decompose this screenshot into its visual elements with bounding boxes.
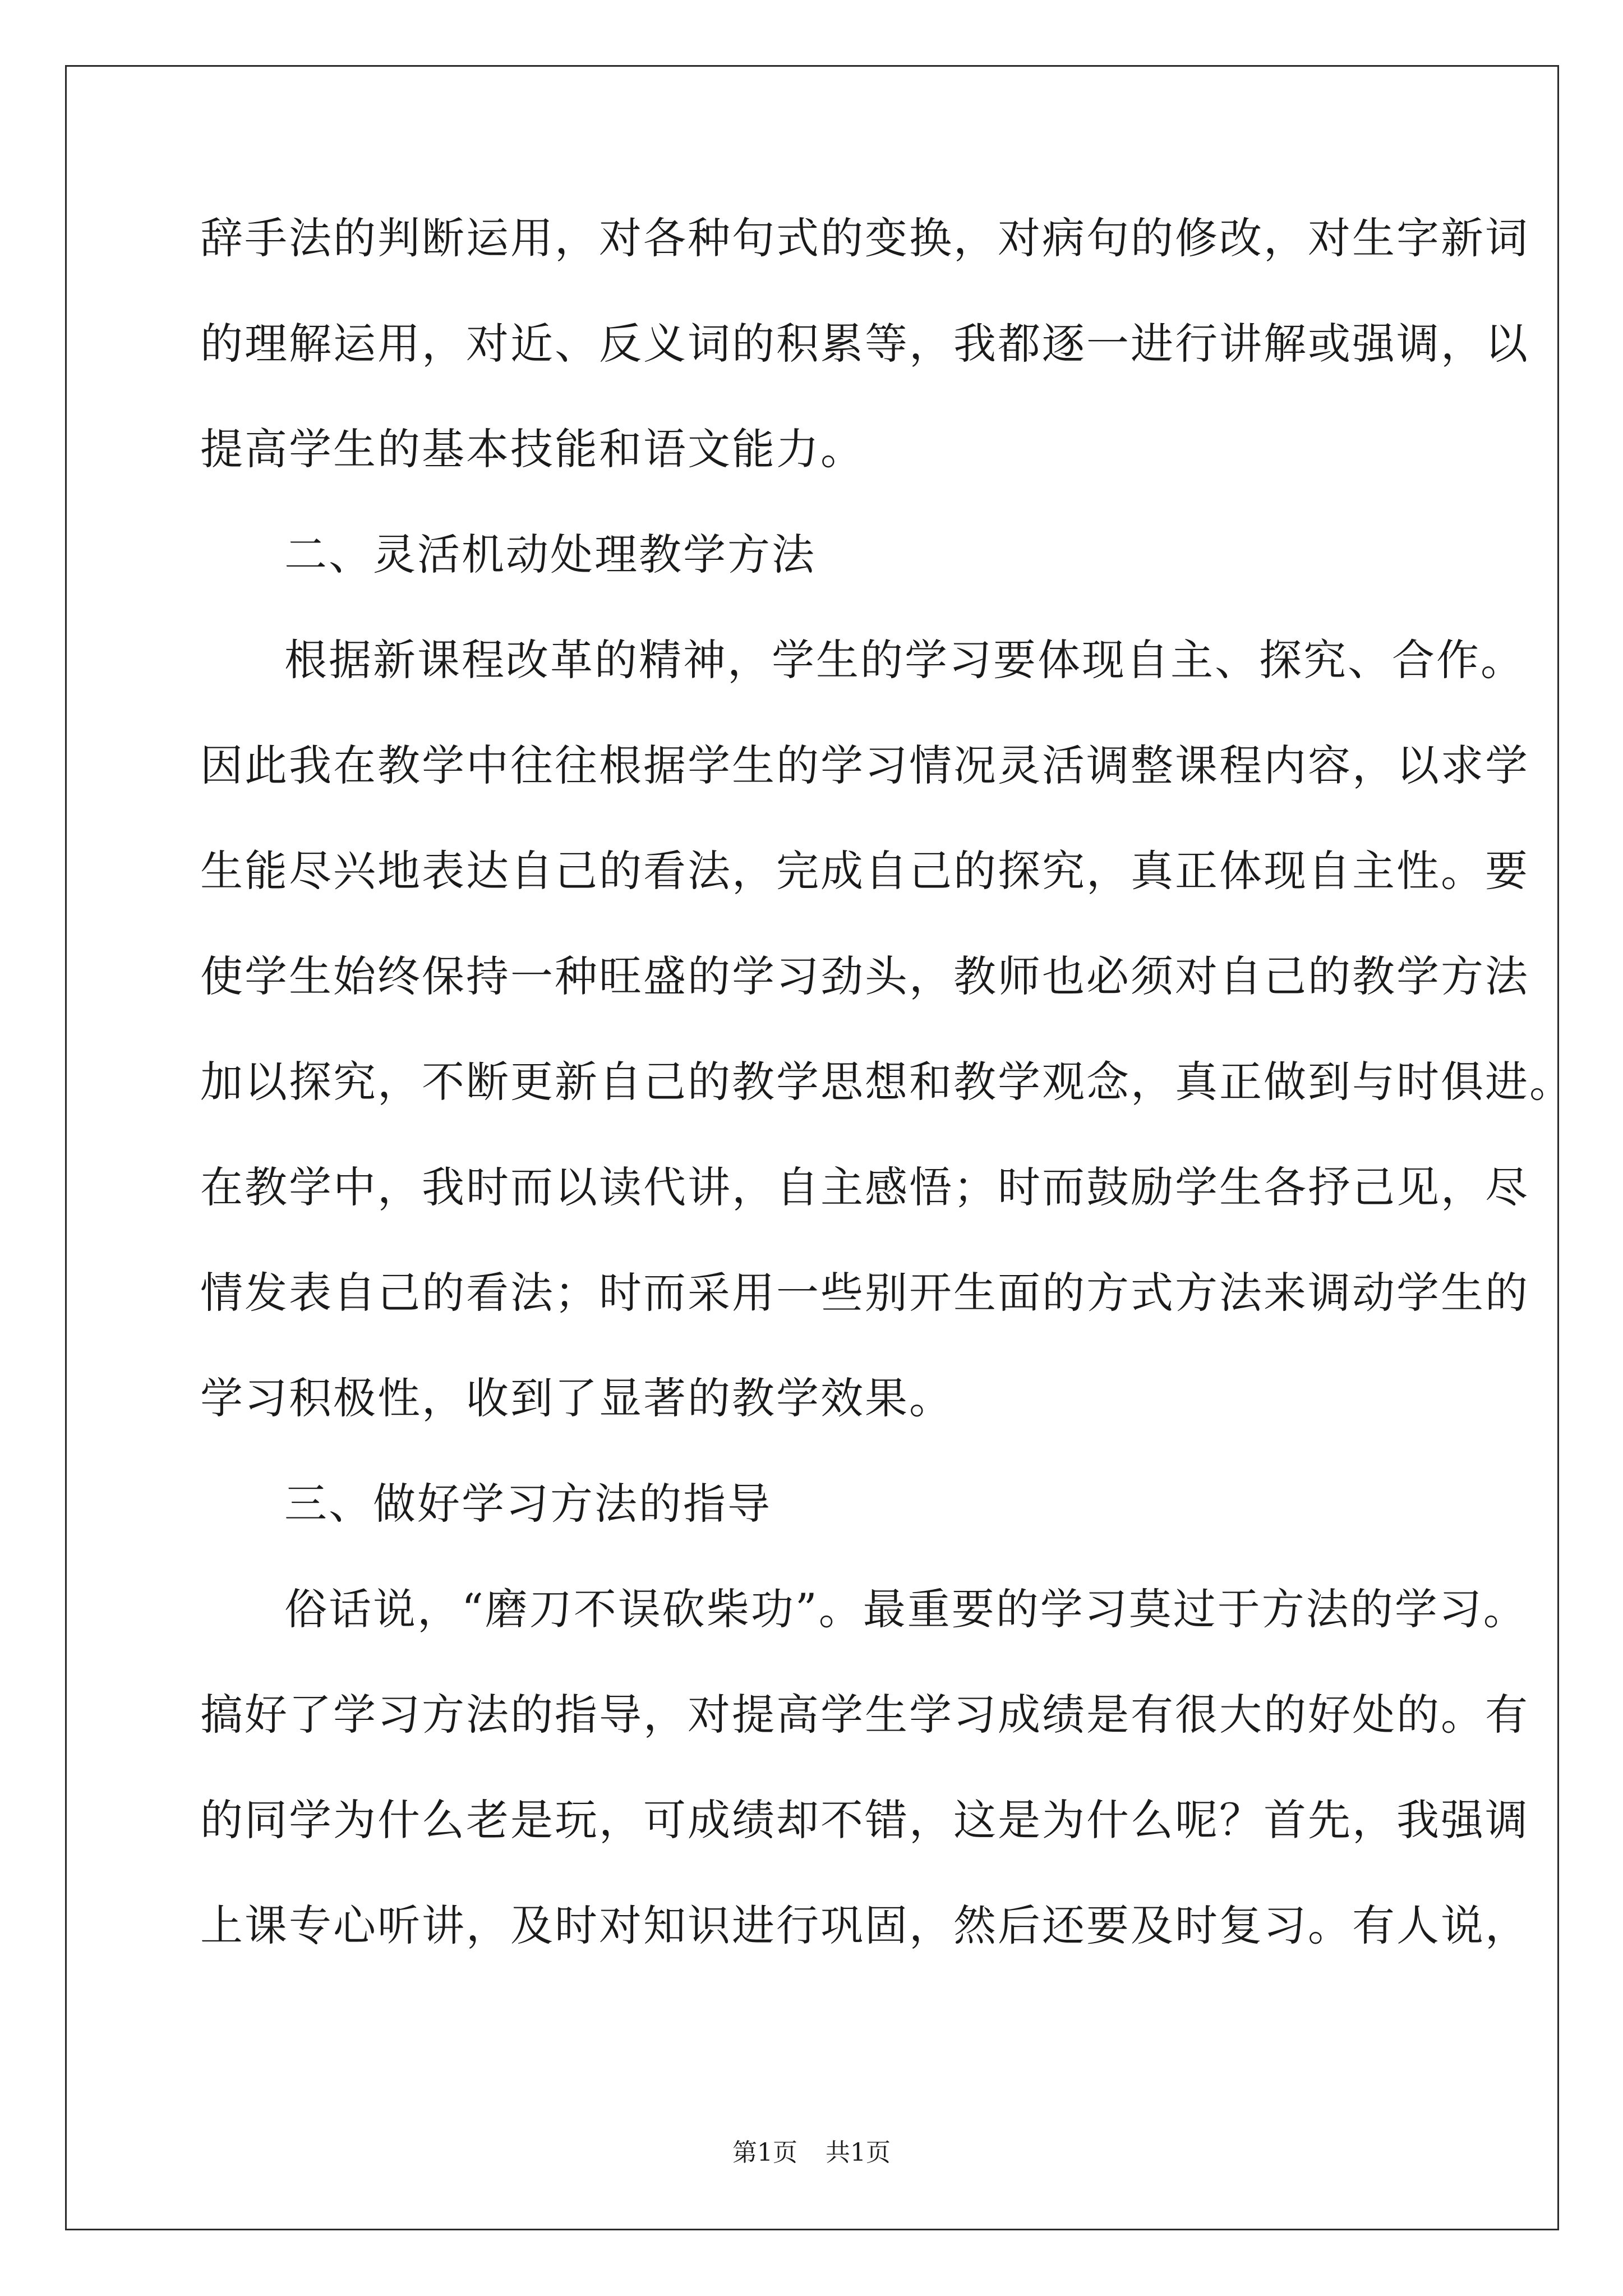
page-total: 共1页 — [826, 2138, 891, 2167]
section-heading: 二、灵活机动处理教学方法 — [284, 530, 816, 579]
text-line: 根据新课程改革的精神，学生的学习要体现自主、探究、合作。 — [284, 635, 1525, 685]
text-line: 学习积极性，收到了显著的教学效果。 — [200, 1373, 953, 1423]
page-footer — [0, 2136, 1623, 2170]
text-line: 生能尽兴地表达自己的看法，完成自己的探究，真正体现自主性。要 — [200, 846, 1529, 896]
text-line: 加以探究，不断更新自己的教学思想和教学观念，真正做到与时俱进。 — [200, 1057, 1574, 1107]
section-heading: 三、做好学习方法的指导 — [284, 1479, 772, 1529]
text-line: 提高学生的基本技能和语文能力。 — [200, 424, 865, 474]
text-line: 上课专心听讲，及时对知识进行巩固，然后还要及时复习。有人说， — [200, 1901, 1529, 1950]
page-number: 第1页 — [732, 2138, 797, 2167]
text-line: 辞手法的判断运用，对各种句式的变换，对病句的修改，对生字新词 — [200, 213, 1529, 263]
text-line: 的理解运用，对近、反义词的积累等，我都逐一进行讲解或强调，以 — [200, 319, 1529, 369]
text-line: 因此我在教学中往往根据学生的学习情况灵活调整课程内容，以求学 — [200, 740, 1529, 790]
text-line: 在教学中，我时而以读代讲，自主感悟；时而鼓励学生各抒己见，尽 — [200, 1162, 1529, 1212]
text-line: 搞好了学习方法的指导，对提高学生学习成绩是有很大的好处的。有 — [200, 1690, 1529, 1740]
text-line: 情发表自己的看法；时而采用一些别开生面的方式方法来调动学生的 — [200, 1268, 1529, 1318]
text-line: 俗话说，“磨刀不误砍柴功”。最重要的学习莫过于方法的学习。 — [284, 1584, 1528, 1634]
text-line: 使学生始终保持一种旺盛的学习劲头，教师也必须对自己的教学方法 — [200, 951, 1529, 1001]
text-line: 的同学为什么老是玩，可成绩却不错，这是为什么呢？首先，我强调 — [200, 1795, 1529, 1845]
